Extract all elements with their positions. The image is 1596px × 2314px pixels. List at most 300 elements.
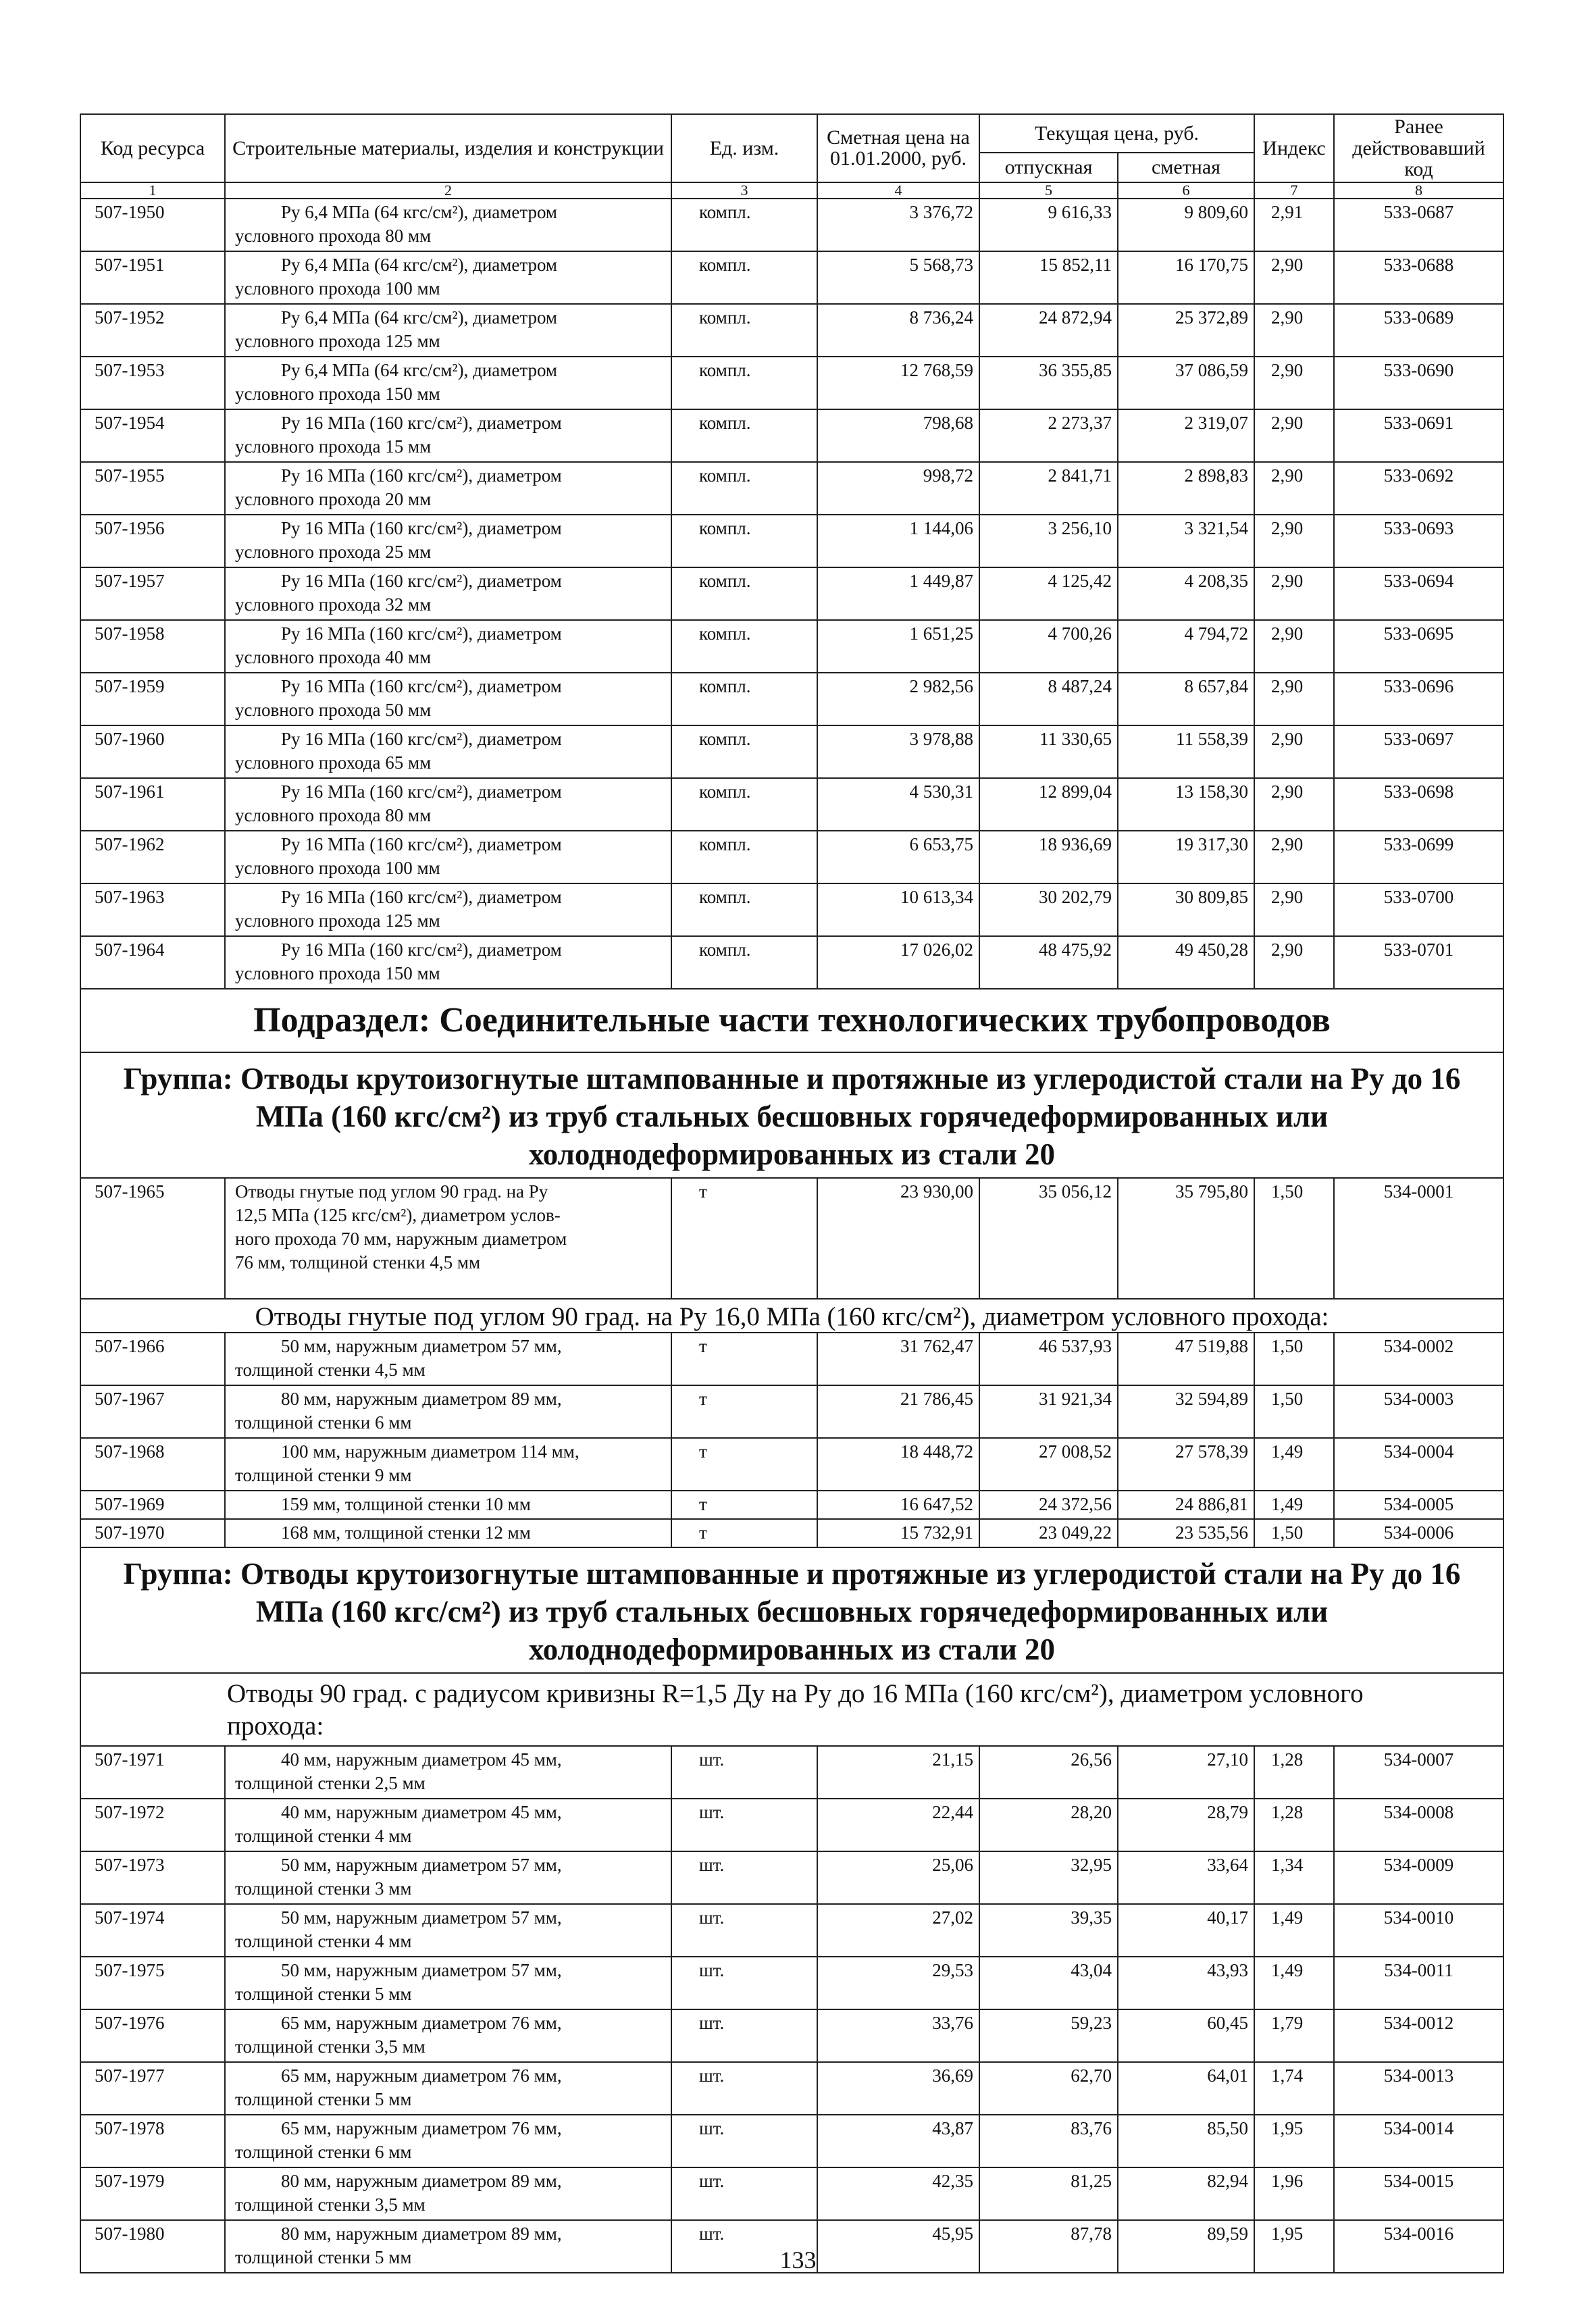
unit: шт. xyxy=(671,1904,817,1957)
index-value: 1,49 xyxy=(1254,1438,1334,1491)
resource-code: 507-1951 xyxy=(80,251,225,304)
description-line: Ру 6,4 МПа (64 кгс/см²), диаметром xyxy=(281,254,558,275)
table-row xyxy=(80,1385,1503,1438)
previous-code: 534-0010 xyxy=(1334,1904,1503,1957)
previous-code: 534-0002 xyxy=(1334,1333,1503,1385)
estimate-price: 8 657,84 xyxy=(1118,673,1254,725)
base-price: 22,44 xyxy=(817,1799,979,1851)
base-price: 21 786,45 xyxy=(817,1385,979,1438)
table-row xyxy=(80,304,1503,357)
selling-price: 18 936,69 xyxy=(979,831,1118,883)
resource-code: 507-1980 xyxy=(80,2220,225,2273)
previous-code: 533-0690 xyxy=(1334,357,1503,409)
table-row xyxy=(80,778,1503,831)
selling-price: 2 841,71 xyxy=(979,462,1118,515)
index-value: 1,34 xyxy=(1254,1851,1334,1904)
description-line: толщиной стенки 4,5 мм xyxy=(235,1359,426,1380)
resource-code: 507-1978 xyxy=(80,2115,225,2167)
description-line: 100 мм, наружным диаметром 114 мм, xyxy=(281,1441,580,1462)
previous-code: 534-0013 xyxy=(1334,2062,1503,2115)
description-line: условного прохода 80 мм xyxy=(235,225,432,246)
unit: т xyxy=(671,1438,817,1491)
table-row xyxy=(80,936,1503,989)
table-row xyxy=(80,1851,1503,1904)
page-number: 133 xyxy=(779,2246,817,2273)
index-value: 2,90 xyxy=(1254,831,1334,883)
estimate-price: 4 208,35 xyxy=(1118,567,1254,620)
selling-price: 4 700,26 xyxy=(979,620,1118,673)
unit: шт. xyxy=(671,2220,817,2273)
estimate-price: 27 578,39 xyxy=(1118,1438,1254,1491)
base-price: 25,06 xyxy=(817,1851,979,1904)
index-value: 2,90 xyxy=(1254,673,1334,725)
row-group-caption: Отводы гнутые под углом 90 град. на Ру 16,0 МПа (160 кгс/см²), диаметром условного прохода: xyxy=(80,1299,1503,1333)
resource-code: 507-1958 xyxy=(80,620,225,673)
table-row xyxy=(80,567,1503,620)
group-2 xyxy=(80,1547,1503,1746)
col-header-materials: Строительные материалы, изделия и конструкции xyxy=(225,114,671,182)
material-description xyxy=(225,462,671,515)
base-price: 1 449,87 xyxy=(817,567,979,620)
col-number: 2 xyxy=(225,182,671,199)
caption-line: прохода: xyxy=(227,1711,324,1741)
description-line: 80 мм, наружным диаметром 89 мм, xyxy=(281,1388,562,1409)
base-price: 18 448,72 xyxy=(817,1438,979,1491)
index-value: 2,90 xyxy=(1254,462,1334,515)
group-title-line: МПа (160 кгс/см²) из труб стальных бесшовных горячедеформированных или xyxy=(255,1099,1329,1133)
material-description xyxy=(225,2115,671,2167)
unit: шт. xyxy=(671,2115,817,2167)
table-row xyxy=(80,1519,1503,1547)
description-line: 65 мм, наружным диаметром 76 мм, xyxy=(281,2012,562,2033)
description-line: толщиной стенки 6 мм xyxy=(235,2141,412,2162)
index-value: 2,90 xyxy=(1254,357,1334,409)
selling-price: 48 475,92 xyxy=(979,936,1118,989)
table-header xyxy=(80,114,1503,199)
unit: компл. xyxy=(671,199,817,251)
subsection-title: Подраздел: Соединительные части технологических трубопроводов xyxy=(80,989,1503,1052)
description-line: толщиной стенки 5 мм xyxy=(235,1983,412,2004)
estimate-price: 82,94 xyxy=(1118,2167,1254,2220)
price-table-page xyxy=(80,113,1503,2273)
row-group-caption xyxy=(80,1673,1503,1746)
index-value: 1,28 xyxy=(1254,1746,1334,1799)
resource-code: 507-1959 xyxy=(80,673,225,725)
estimate-price: 60,45 xyxy=(1118,2009,1254,2062)
resource-code: 507-1967 xyxy=(80,1385,225,1438)
selling-price: 32,95 xyxy=(979,1851,1118,1904)
selling-price: 3 256,10 xyxy=(979,515,1118,567)
resource-code: 507-1960 xyxy=(80,725,225,778)
description-line: Ру 6,4 МПа (64 кгс/см²), диаметром xyxy=(281,307,558,328)
base-price: 6 653,75 xyxy=(817,831,979,883)
material-description xyxy=(225,251,671,304)
base-price: 798,68 xyxy=(817,409,979,462)
table-row xyxy=(80,673,1503,725)
description-line: условного прохода 65 мм xyxy=(235,752,432,773)
base-price: 23 930,00 xyxy=(817,1178,979,1299)
material-description xyxy=(225,778,671,831)
index-value: 2,90 xyxy=(1254,936,1334,989)
selling-price: 8 487,24 xyxy=(979,673,1118,725)
selling-price: 28,20 xyxy=(979,1799,1118,1851)
group-title-line: Группа: Отводы крутоизогнутые штампованные и протяжные из углеродистой стали на Ру до 16 xyxy=(123,1061,1461,1096)
description-line: условного прохода 100 мм xyxy=(235,278,440,299)
base-price: 17 026,02 xyxy=(817,936,979,989)
description-line: толщиной стенки 9 мм xyxy=(235,1464,412,1485)
selling-price: 12 899,04 xyxy=(979,778,1118,831)
estimate-price: 9 809,60 xyxy=(1118,199,1254,251)
estimate-price: 40,17 xyxy=(1118,1904,1254,1957)
index-value: 1,49 xyxy=(1254,1491,1334,1519)
description-line: толщиной стенки 4 мм xyxy=(235,1930,412,1951)
table-row xyxy=(80,1178,1503,1299)
estimate-price: 64,01 xyxy=(1118,2062,1254,2115)
description-line: условного прохода 40 мм xyxy=(235,646,432,667)
estimate-price: 32 594,89 xyxy=(1118,1385,1254,1438)
estimate-price: 23 535,56 xyxy=(1118,1519,1254,1547)
table-row xyxy=(80,357,1503,409)
previous-code: 534-0005 xyxy=(1334,1491,1503,1519)
unit: шт. xyxy=(671,1851,817,1904)
description-line: условного прохода 150 мм xyxy=(235,962,440,983)
base-price: 10 613,34 xyxy=(817,883,979,936)
previous-code: 534-0007 xyxy=(1334,1746,1503,1799)
description-line: Ру 16 МПа (160 кгс/см²), диаметром xyxy=(281,728,562,749)
base-price: 15 732,91 xyxy=(817,1519,979,1547)
estimate-price: 49 450,28 xyxy=(1118,936,1254,989)
unit: компл. xyxy=(671,515,817,567)
table-row xyxy=(80,1957,1503,2009)
selling-price: 24 872,94 xyxy=(979,304,1118,357)
description-line: Ру 16 МПа (160 кгс/см²), диаметром xyxy=(281,833,562,854)
previous-code: 533-0694 xyxy=(1334,567,1503,620)
description-line: условного прохода 150 мм xyxy=(235,383,440,404)
base-price: 5 568,73 xyxy=(817,251,979,304)
description-line: условного прохода 25 мм xyxy=(235,541,432,562)
unit: шт. xyxy=(671,1957,817,2009)
base-price: 45,95 xyxy=(817,2220,979,2273)
unit: т xyxy=(671,1491,817,1519)
resource-code: 507-1972 xyxy=(80,1799,225,1851)
base-price: 2 982,56 xyxy=(817,673,979,725)
table-row xyxy=(80,2115,1503,2167)
estimate-price: 16 170,75 xyxy=(1118,251,1254,304)
previous-code: 534-0015 xyxy=(1334,2167,1503,2220)
selling-price: 35 056,12 xyxy=(979,1178,1118,1299)
unit: компл. xyxy=(671,936,817,989)
index-value: 1,95 xyxy=(1254,2115,1334,2167)
base-price: 8 736,24 xyxy=(817,304,979,357)
table-row xyxy=(80,1799,1503,1851)
col-header-unit: Ед. изм. xyxy=(671,114,817,182)
description-line: 50 мм, наружным диаметром 57 мм, xyxy=(281,1335,562,1356)
estimate-price: 2 319,07 xyxy=(1118,409,1254,462)
description-line: толщиной стенки 5 мм xyxy=(235,2088,412,2109)
previous-code: 533-0699 xyxy=(1334,831,1503,883)
table-row xyxy=(80,251,1503,304)
material-description xyxy=(225,567,671,620)
index-value: 1,95 xyxy=(1254,2220,1334,2273)
previous-code: 534-0006 xyxy=(1334,1519,1503,1547)
selling-price: 4 125,42 xyxy=(979,567,1118,620)
base-price: 3 978,88 xyxy=(817,725,979,778)
col-number: 8 xyxy=(1334,182,1503,199)
description-line: Ру 16 МПа (160 кгс/см²), диаметром xyxy=(281,465,562,486)
material-description xyxy=(225,1178,671,1299)
estimate-price: 2 898,83 xyxy=(1118,462,1254,515)
previous-code: 533-0697 xyxy=(1334,725,1503,778)
table-row xyxy=(80,1904,1503,1957)
resource-code: 507-1975 xyxy=(80,1957,225,2009)
col-header-current-price: Текущая цена, руб. xyxy=(979,114,1254,153)
description-line: Ру 16 МПа (160 кгс/см²), диаметром xyxy=(281,570,562,591)
col-header-index: Индекс xyxy=(1254,114,1334,182)
rows-single xyxy=(80,1491,1503,1547)
material-description xyxy=(225,2062,671,2115)
description-line: условного прохода 100 мм xyxy=(235,857,440,878)
previous-code: 534-0012 xyxy=(1334,2009,1503,2062)
subsection xyxy=(80,989,1503,1333)
base-price: 1 651,25 xyxy=(817,620,979,673)
table-row xyxy=(80,620,1503,673)
previous-code: 534-0011 xyxy=(1334,1957,1503,2009)
group-title xyxy=(80,1052,1503,1178)
unit: шт. xyxy=(671,1746,817,1799)
col-header-prev-code: Ранее действовавший код xyxy=(1334,114,1503,182)
selling-price: 36 355,85 xyxy=(979,357,1118,409)
unit: т xyxy=(671,1333,817,1385)
material-description xyxy=(225,2009,671,2062)
selling-price: 87,78 xyxy=(979,2220,1118,2273)
selling-price: 39,35 xyxy=(979,1904,1118,1957)
resource-code: 507-1971 xyxy=(80,1746,225,1799)
description-line: Ру 16 МПа (160 кгс/см²), диаметром xyxy=(281,675,562,696)
material-description xyxy=(225,409,671,462)
estimate-price: 37 086,59 xyxy=(1118,357,1254,409)
index-value: 1,79 xyxy=(1254,2009,1334,2062)
col-number: 6 xyxy=(1118,182,1254,199)
unit: т xyxy=(671,1178,817,1299)
selling-price: 46 537,93 xyxy=(979,1333,1118,1385)
base-price: 16 647,52 xyxy=(817,1491,979,1519)
description-line: толщиной стенки 5 мм xyxy=(235,2246,412,2267)
group-title-line: Группа: Отводы крутоизогнутые штампованные и протяжные из углеродистой стали на Ру до 16 xyxy=(123,1556,1461,1591)
previous-code: 533-0691 xyxy=(1334,409,1503,462)
description-line: Ру 16 МПа (160 кгс/см²), диаметром xyxy=(281,623,562,644)
col-number: 7 xyxy=(1254,182,1334,199)
estimate-price: 27,10 xyxy=(1118,1746,1254,1799)
description-line: условного прохода 32 мм xyxy=(235,594,432,615)
index-value: 2,90 xyxy=(1254,515,1334,567)
selling-price: 83,76 xyxy=(979,2115,1118,2167)
resource-code: 507-1964 xyxy=(80,936,225,989)
unit: компл. xyxy=(671,620,817,673)
index-value: 1,50 xyxy=(1254,1385,1334,1438)
col-header-estimate: сметная xyxy=(1118,153,1254,182)
col-number: 3 xyxy=(671,182,817,199)
resource-code: 507-1963 xyxy=(80,883,225,936)
description-line: 50 мм, наружным диаметром 57 мм, xyxy=(281,1907,562,1928)
description-line: Ру 16 МПа (160 кгс/см²), диаметром xyxy=(281,939,562,960)
index-value: 1,50 xyxy=(1254,1333,1334,1385)
table-row xyxy=(80,1333,1503,1385)
base-price: 4 530,31 xyxy=(817,778,979,831)
resource-code: 507-1952 xyxy=(80,304,225,357)
resource-code: 507-1970 xyxy=(80,1519,225,1547)
col-header-code: Код ресурса xyxy=(80,114,225,182)
estimate-price: 35 795,80 xyxy=(1118,1178,1254,1299)
estimate-price: 25 372,89 xyxy=(1118,304,1254,357)
description-line: 80 мм, наружным диаметром 89 мм, xyxy=(281,2223,562,2244)
unit: компл. xyxy=(671,778,817,831)
index-value: 1,49 xyxy=(1254,1957,1334,2009)
base-price: 29,53 xyxy=(817,1957,979,2009)
previous-code: 534-0009 xyxy=(1334,1851,1503,1904)
previous-code: 534-0008 xyxy=(1334,1799,1503,1851)
resource-code: 507-1955 xyxy=(80,462,225,515)
selling-price: 62,70 xyxy=(979,2062,1118,2115)
selling-price: 26,56 xyxy=(979,1746,1118,1799)
index-value: 2,90 xyxy=(1254,778,1334,831)
material-description xyxy=(225,1904,671,1957)
description-line: толщиной стенки 3,5 мм xyxy=(235,2036,426,2057)
resource-code: 507-1969 xyxy=(80,1491,225,1519)
index-value: 1,50 xyxy=(1254,1178,1334,1299)
table-row xyxy=(80,2062,1503,2115)
index-value: 1,49 xyxy=(1254,1904,1334,1957)
description-line: Ру 16 МПа (160 кгс/см²), диаметром xyxy=(281,517,562,538)
col-header-selling: отпускная xyxy=(979,153,1118,182)
estimate-price: 30 809,85 xyxy=(1118,883,1254,936)
description-line: толщиной стенки 3,5 мм xyxy=(235,2194,426,2215)
selling-price: 59,23 xyxy=(979,2009,1118,2062)
description-line: 80 мм, наружным диаметром 89 мм, xyxy=(281,2170,562,2191)
base-price: 36,69 xyxy=(817,2062,979,2115)
description-line: 40 мм, наружным диаметром 45 мм, xyxy=(281,1749,562,1770)
unit: шт. xyxy=(671,2167,817,2220)
unit: компл. xyxy=(671,357,817,409)
index-value: 2,90 xyxy=(1254,883,1334,936)
material-description xyxy=(225,725,671,778)
resource-code: 507-1976 xyxy=(80,2009,225,2062)
estimate-price: 19 317,30 xyxy=(1118,831,1254,883)
estimate-price: 24 886,81 xyxy=(1118,1491,1254,1519)
base-price: 12 768,59 xyxy=(817,357,979,409)
unit: шт. xyxy=(671,2062,817,2115)
col-number: 5 xyxy=(979,182,1118,199)
description-line: толщиной стенки 4 мм xyxy=(235,1825,412,1846)
estimate-price: 3 321,54 xyxy=(1118,515,1254,567)
description-line: Ру 16 МПа (160 кгс/см²), диаметром xyxy=(281,412,562,433)
material-description xyxy=(225,1746,671,1799)
col-number: 4 xyxy=(817,182,979,199)
previous-code: 533-0692 xyxy=(1334,462,1503,515)
previous-code: 533-0700 xyxy=(1334,883,1503,936)
description-line: Ру 16 МПа (160 кгс/см²), диаметром xyxy=(281,886,562,907)
base-price: 21,15 xyxy=(817,1746,979,1799)
table-row xyxy=(80,462,1503,515)
index-value: 2,90 xyxy=(1254,725,1334,778)
material-description xyxy=(225,1799,671,1851)
resource-code: 507-1979 xyxy=(80,2167,225,2220)
unit: компл. xyxy=(671,567,817,620)
table-row xyxy=(80,1746,1503,1799)
caption-line: Отводы 90 град. с радиусом кривизны R=1,5 Ду на Ру до 16 МПа (160 кгс/см²), диаметром условного xyxy=(227,1678,1364,1708)
selling-price: 81,25 xyxy=(979,2167,1118,2220)
material-description xyxy=(225,1519,671,1547)
previous-code: 534-0001 xyxy=(1334,1178,1503,1299)
unit: шт. xyxy=(671,2009,817,2062)
material-description xyxy=(225,1438,671,1491)
table-row xyxy=(80,883,1503,936)
previous-code: 533-0701 xyxy=(1334,936,1503,989)
description-line: условного прохода 15 мм xyxy=(235,436,432,457)
description-line: 40 мм, наружным диаметром 45 мм, xyxy=(281,1801,562,1822)
description-line: 65 мм, наружным диаметром 76 мм, xyxy=(281,2117,562,2138)
rows-bottom xyxy=(80,1746,1503,2273)
material-description xyxy=(225,199,671,251)
group-title-line: холоднодеформированных из стали 20 xyxy=(528,1632,1056,1666)
previous-code: 534-0014 xyxy=(1334,2115,1503,2167)
estimate-price: 13 158,30 xyxy=(1118,778,1254,831)
table-row xyxy=(80,2009,1503,2062)
unit: т xyxy=(671,1519,817,1547)
group-title-line: холоднодеформированных из стали 20 xyxy=(528,1137,1056,1171)
base-price: 43,87 xyxy=(817,2115,979,2167)
unit: компл. xyxy=(671,883,817,936)
column-numbers-row xyxy=(80,182,1503,199)
table-row xyxy=(80,2167,1503,2220)
previous-code: 533-0688 xyxy=(1334,251,1503,304)
selling-price: 24 372,56 xyxy=(979,1491,1118,1519)
description-line: 50 мм, наружным диаметром 57 мм, xyxy=(281,1959,562,1980)
description-line: 159 мм, толщиной стенки 10 мм xyxy=(281,1493,531,1514)
description-line: Ру 16 МПа (160 кгс/см²), диаметром xyxy=(281,781,562,802)
estimate-price: 11 558,39 xyxy=(1118,725,1254,778)
material-description xyxy=(225,2167,671,2220)
table-row xyxy=(80,409,1503,462)
selling-price: 9 616,33 xyxy=(979,199,1118,251)
material-description xyxy=(225,357,671,409)
col-number: 1 xyxy=(80,182,225,199)
material-description xyxy=(225,620,671,673)
previous-code: 534-0004 xyxy=(1334,1438,1503,1491)
table-row xyxy=(80,831,1503,883)
base-price: 27,02 xyxy=(817,1904,979,1957)
previous-code: 534-0016 xyxy=(1334,2220,1503,2273)
material-description xyxy=(225,673,671,725)
unit: компл. xyxy=(671,725,817,778)
previous-code: 533-0698 xyxy=(1334,778,1503,831)
index-value: 1,96 xyxy=(1254,2167,1334,2220)
material-description xyxy=(225,1333,671,1385)
unit: компл. xyxy=(671,409,817,462)
resource-code: 507-1977 xyxy=(80,2062,225,2115)
previous-code: 533-0689 xyxy=(1334,304,1503,357)
unit: компл. xyxy=(671,251,817,304)
index-value: 2,91 xyxy=(1254,199,1334,251)
previous-code: 534-0003 xyxy=(1334,1385,1503,1438)
material-description xyxy=(225,831,671,883)
group-title-line: МПа (160 кгс/см²) из труб стальных бесшовных горячедеформированных или xyxy=(255,1594,1329,1628)
material-description xyxy=(225,1491,671,1519)
base-price: 42,35 xyxy=(817,2167,979,2220)
material-description xyxy=(225,936,671,989)
table-row xyxy=(80,1491,1503,1519)
material-description xyxy=(225,1957,671,2009)
resource-code: 507-1974 xyxy=(80,1904,225,1957)
